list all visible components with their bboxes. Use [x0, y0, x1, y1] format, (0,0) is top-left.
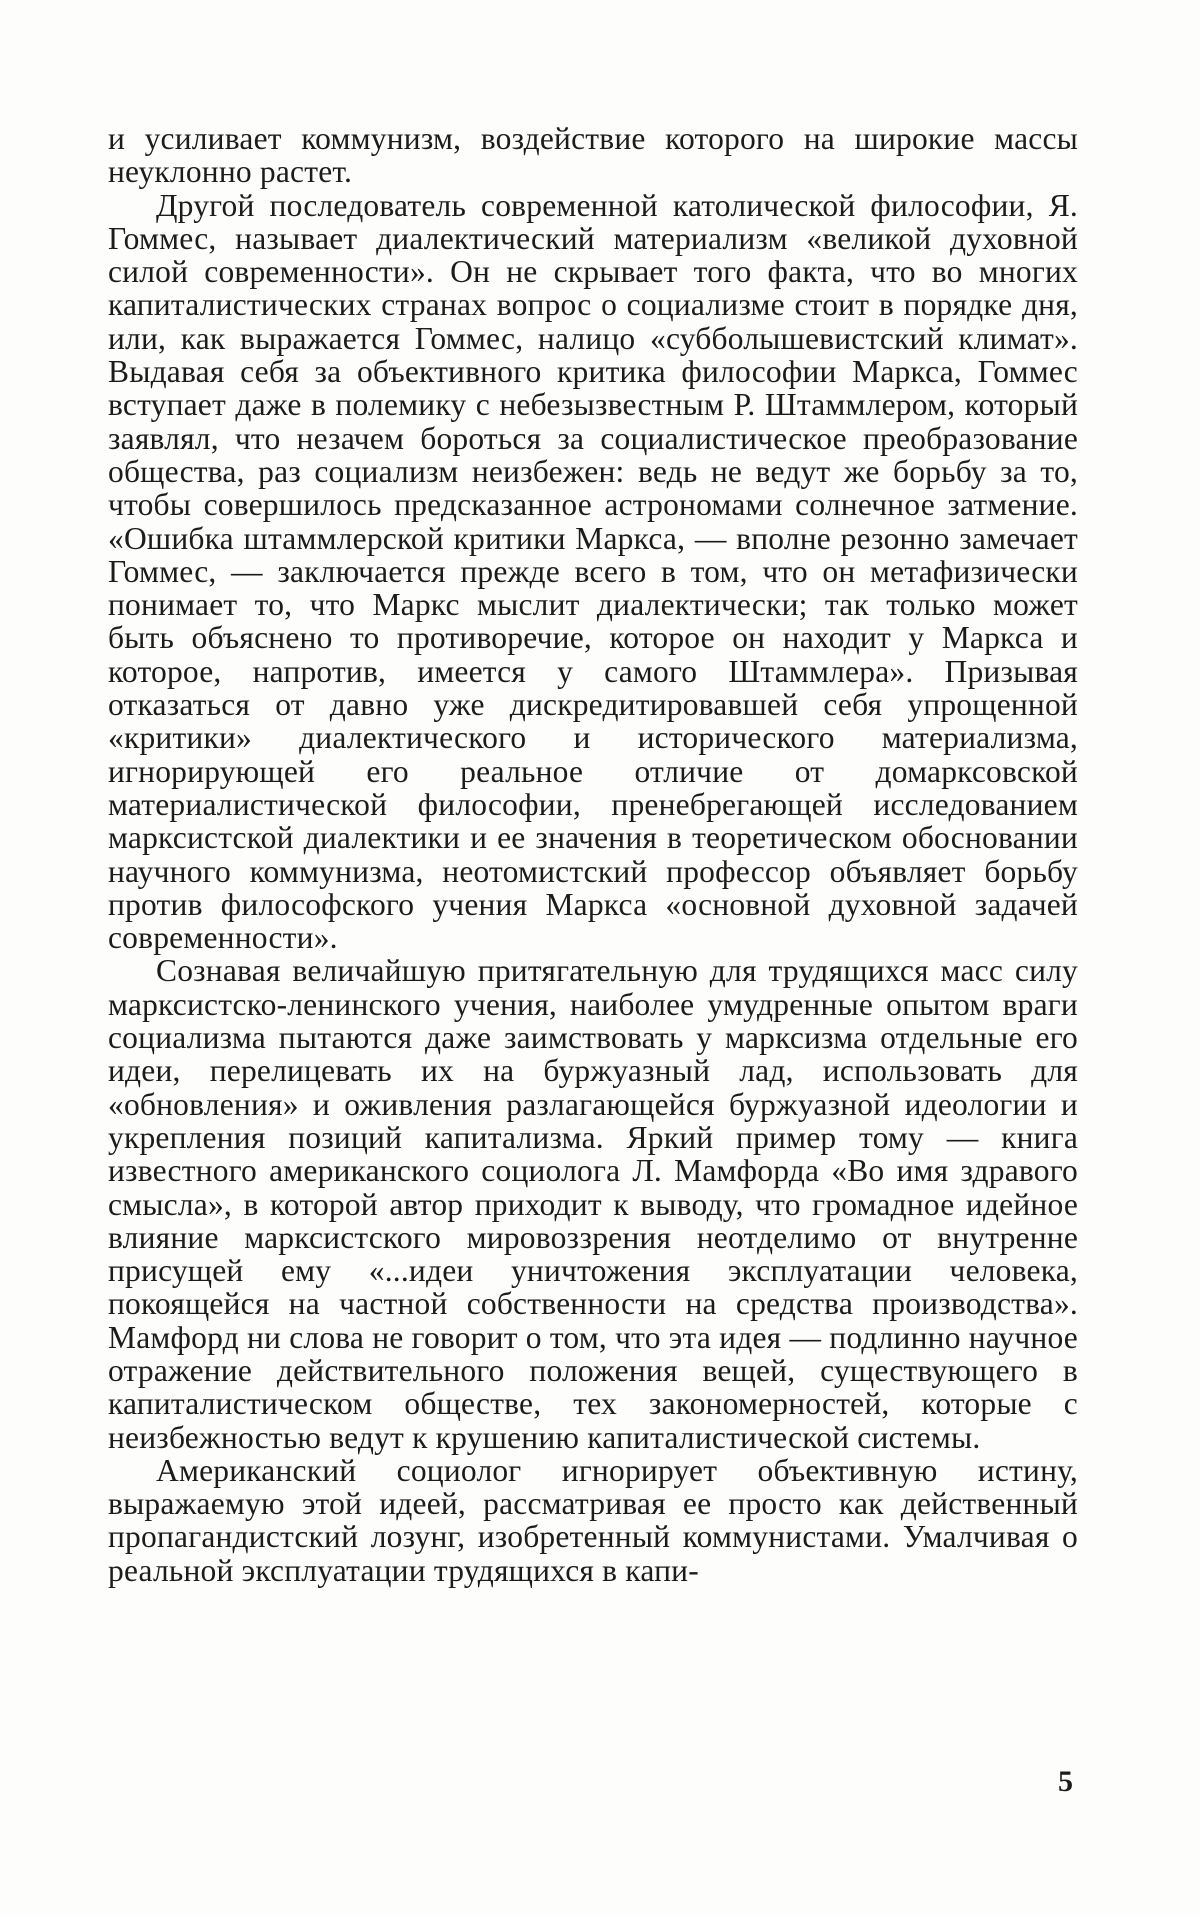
paragraph-mumford: Сознавая величайшую притягательную для трудящихся масс силу марксистско-ленинского учения, наиболее умудренные опытом враги социализма пытаются даже заимствовать у марксизма отдельные его идеи, перелицевать их на буржуазный лад, использовать для «обновления» и оживления разлагающейся буржуазной идеологии и укрепления позиций капитализма. Яркий пример тому — книга известного американского социолога Л. Мамфорда «Во имя здравого смысла», в которой автор приходит к выводу, что громадное идейное влияние марксистского мировоззрения неотделимо от внутренне присущей ему «...идеи уничтожения эксплуатации человека, покоящейся на частной собственности на средства производства». Мамфорд ни слова не говорит о том, что эта идея — подлинно научное отражение действительного положения вещей, существующего в капиталистическом обществе, тех закономерностей, которые с неизбежностью ведут к крушению капиталистической системы. — [108, 953, 1078, 1455]
page-number: 5 — [1058, 1765, 1073, 1798]
paragraph-american-sociologist: Американский социолог игнорирует объективную истину, выражаемую этой идеей, рассматривая ее просто как действенный пропагандистский лозунг, изобретенный коммунистами. Умалчивая о реальной эксплуатации трудящихся в капи- — [108, 1452, 1078, 1588]
paragraph-continuation: и усиливает коммунизм, воздействие которого на широкие массы неуклонно растет. — [108, 121, 1078, 190]
body-text — [108, 122, 1078, 1587]
paragraph-gommes: Другой последователь современной католической философии, Я. Гоммес, называет диалектический материализм «великой духовной силой современности». Он не скрывает того факта, что во многих капиталистических странах вопрос о социализме стоит в порядке дня, или, как выражается Гоммес, налицо «субболышевистский климат». Выдавая себя за объективного критика философии Маркса, Гоммес вступает даже в полемику с небезызвестным Р. Штаммлером, который заявлял, что незачем бороться за социалистическое преобразование общества, раз социализм неизбежен: ведь не ведут же борьбу за то, чтобы совершилось предсказанное астрономами солнечное затмение. «Ошибка штаммлерской критики Маркса, — вполне резонно замечает Гоммес, — заключается прежде всего в том, что он метафизически понимает то, что Маркс мыслит диалектически; так только может быть объяснено то противоречие, которое он находит у Маркса и которое, напротив, имеется у самого Штаммлера». Призывая отказаться от давно уже дискредитировавшей себя упрощенной «критики» диалектического и исторического материализма, игнорирующей его реальное отличие от домарксовской материалистической философии, пренебрегающей исследованием марксистской диалектики и ее значения в теоретическом обосновании научного коммунизма, неотомистский профессор объявляет борьбу против философского учения Маркса «основной духовной задачей современности». — [108, 187, 1078, 956]
